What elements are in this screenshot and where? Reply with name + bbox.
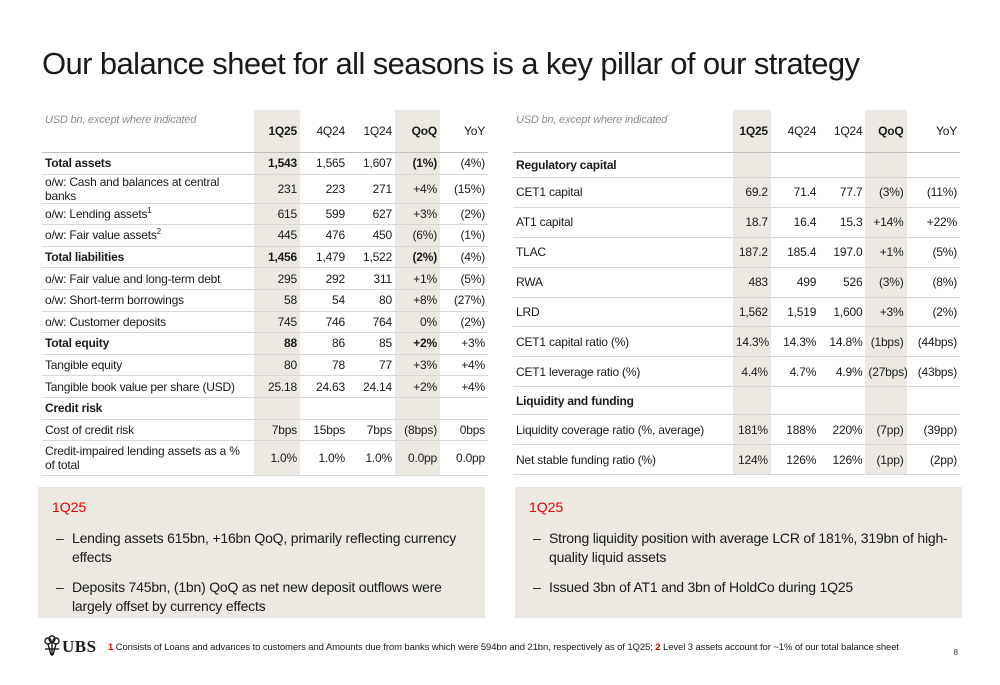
row-label	[513, 445, 733, 475]
section-header-row	[42, 397, 488, 419]
cell-value: 450	[348, 225, 395, 247]
row-label	[513, 267, 733, 297]
commentary-item	[52, 529, 471, 567]
dash-bullet-icon: –	[56, 579, 64, 595]
row-label-text: CET1 capital ratio (%)	[516, 334, 629, 349]
row-label	[42, 289, 254, 311]
commentary-list	[52, 529, 471, 616]
cell-value	[254, 397, 300, 419]
cell-value: 526	[819, 267, 865, 297]
table-row	[513, 267, 960, 297]
cell-value: (11%)	[907, 178, 960, 208]
cell-value: 292	[300, 268, 348, 290]
table-row	[513, 178, 960, 208]
cell-value: +14%	[865, 207, 906, 237]
cell-value: 14.3%	[733, 327, 771, 357]
row-label-text: o/w: Fair value assets	[45, 228, 157, 243]
cell-value: (27bps)	[865, 357, 906, 387]
row-label	[513, 357, 733, 387]
footnotes	[108, 642, 899, 653]
column-header: 1Q24	[363, 124, 392, 138]
cell-value: 271	[348, 174, 395, 203]
footnote-marker: 2	[156, 227, 161, 237]
cell-value: 85	[348, 333, 395, 355]
row-label-text: Cost of credit risk	[45, 422, 134, 437]
cell-value: (2%)	[395, 246, 440, 268]
column-header: 1Q25	[254, 110, 300, 153]
table-row	[42, 441, 488, 476]
cell-value: 1.0%	[348, 441, 395, 476]
cell-value: (5%)	[907, 237, 960, 267]
row-label-text: o/w: Cash and balances at central banks	[45, 174, 220, 203]
commentary-heading: 1Q25	[529, 499, 564, 515]
row-label-text: o/w: Customer deposits	[45, 314, 166, 329]
row-label-text: Net stable funding ratio (%)	[516, 452, 656, 467]
column-header: YoY	[936, 124, 957, 138]
cell-value: 220%	[819, 415, 865, 445]
cell-value: 1.0%	[254, 441, 300, 476]
cell-value: (44bps)	[907, 327, 960, 357]
cell-value: (2pp)	[907, 445, 960, 475]
cell-value: 1,600	[819, 297, 865, 327]
cell-value: 295	[254, 268, 300, 290]
page-title: Our balance sheet for all seasons is a key pillar of our strategy	[42, 46, 860, 81]
footnote-text: Consists of Loans and advances to customers and Amounts due from banks which were 594bn and 21bn, respectively as of 1Q25;	[113, 642, 656, 653]
cell-value: 1.0%	[300, 441, 348, 476]
cell-value	[771, 153, 819, 178]
cell-value: +2%	[395, 376, 440, 398]
table-row	[42, 225, 488, 247]
cell-value: +22%	[907, 207, 960, 237]
cell-value: 1,565	[300, 153, 348, 175]
footnote-marker: 1	[147, 205, 152, 215]
row-label	[513, 327, 733, 357]
row-label	[42, 225, 254, 247]
commentary-text: Lending assets 615bn, +16bn QoQ, primarily reflecting currency effects	[72, 530, 457, 565]
row-label	[42, 397, 254, 419]
table-row	[42, 203, 488, 225]
row-label	[513, 297, 733, 327]
ubs-logo: UBS	[62, 637, 97, 656]
table-row	[42, 311, 488, 333]
row-label-text: Credit-impaired lending assets as a % of total	[45, 444, 240, 473]
dash-bullet-icon: –	[533, 530, 541, 546]
cell-value: 231	[254, 174, 300, 203]
unit-note: USD bn, except where indicated	[45, 114, 197, 126]
table-row	[42, 354, 488, 376]
cell-value: 80	[254, 354, 300, 376]
cell-value: 7bps	[254, 419, 300, 441]
row-label-text: AT1 capital	[516, 215, 573, 230]
cell-value: 4.9%	[819, 357, 865, 387]
row-label-text: CET1 capital	[516, 185, 583, 200]
row-label	[513, 237, 733, 267]
cell-value: 223	[300, 174, 348, 203]
row-label-text: Liquidity coverage ratio (%, average)	[516, 422, 705, 437]
table-row	[513, 297, 960, 327]
row-label-text: o/w: Short-term borrowings	[45, 293, 184, 308]
cell-value: 124%	[733, 445, 771, 475]
row-label-text: o/w: Fair value and long-term debt	[45, 271, 221, 286]
column-header: QoQ	[395, 110, 440, 153]
row-label-text: Regulatory capital	[516, 158, 617, 172]
dash-bullet-icon: –	[56, 530, 64, 546]
cell-value	[771, 387, 819, 415]
row-label	[42, 354, 254, 376]
column-header: 4Q24	[787, 124, 817, 138]
cell-value: 86	[300, 333, 348, 355]
cell-value: +8%	[395, 289, 440, 311]
dash-bullet-icon: –	[533, 579, 541, 595]
cell-value	[300, 397, 348, 419]
table-row	[42, 333, 488, 355]
table-row	[513, 207, 960, 237]
table-row	[42, 419, 488, 441]
cell-value: (27%)	[440, 289, 488, 311]
cell-value: +3%	[440, 333, 488, 355]
table-row	[42, 153, 488, 175]
commentary-heading: 1Q25	[52, 499, 87, 515]
row-label	[42, 419, 254, 441]
section-header-row	[513, 153, 960, 178]
cell-value: 187.2	[733, 237, 771, 267]
cell-value: 1,519	[771, 297, 819, 327]
cell-value: (43bps)	[907, 357, 960, 387]
column-header: 1Q25	[733, 110, 771, 153]
cell-value: (8bps)	[395, 419, 440, 441]
cell-value: (3%)	[865, 267, 906, 297]
cell-value	[348, 397, 395, 419]
cell-value: +1%	[865, 237, 906, 267]
cell-value: +1%	[395, 268, 440, 290]
row-label-text: o/w: Lending assets	[45, 206, 148, 221]
cell-value: (7pp)	[865, 415, 906, 445]
cell-value: 58	[254, 289, 300, 311]
commentary-text: Issued 3bn of AT1 and 3bn of HoldCo during 1Q25	[549, 579, 854, 595]
row-label	[42, 311, 254, 333]
row-label-text: RWA	[516, 275, 543, 290]
row-label-text: TLAC	[516, 245, 546, 260]
table-body	[513, 153, 960, 475]
cell-value	[395, 397, 440, 419]
cell-value	[907, 387, 960, 415]
commentary-item	[529, 578, 948, 597]
cell-value: 1,522	[348, 246, 395, 268]
cell-value: 476	[300, 225, 348, 247]
cell-value: (2%)	[907, 297, 960, 327]
cell-value: 24.63	[300, 376, 348, 398]
row-label	[513, 387, 733, 415]
row-label	[42, 246, 254, 268]
cell-value: 77	[348, 354, 395, 376]
cell-value: 15.3	[819, 207, 865, 237]
cell-value	[819, 387, 865, 415]
row-label-text: CET1 leverage ratio (%)	[516, 364, 641, 379]
column-header: QoQ	[865, 110, 906, 153]
row-label	[42, 441, 254, 476]
cell-value: 483	[733, 267, 771, 297]
commentary-text: Strong liquidity position with average LCR of 181%, 319bn of high-quality liquid assets	[549, 530, 948, 565]
row-label	[513, 415, 733, 445]
cell-value: +3%	[395, 354, 440, 376]
cell-value	[733, 153, 771, 178]
row-label-text: Total equity	[45, 336, 110, 351]
capital-liquidity-table	[513, 110, 960, 475]
cell-value: 14.3%	[771, 327, 819, 357]
row-label-text: Credit risk	[45, 401, 103, 416]
cell-value: 764	[348, 311, 395, 333]
page-number: 8	[953, 648, 958, 657]
cell-value: (1%)	[395, 153, 440, 175]
row-label	[42, 174, 254, 203]
cell-value: +2%	[395, 333, 440, 355]
cell-value: 0bps	[440, 419, 488, 441]
cell-value: 16.4	[771, 207, 819, 237]
cell-value: 80	[348, 289, 395, 311]
row-label-text: Total liabilities	[45, 250, 125, 265]
cell-value: (5%)	[440, 268, 488, 290]
table-header-row	[42, 110, 488, 153]
row-label	[42, 268, 254, 290]
cell-value: 1,607	[348, 153, 395, 175]
commentary-item	[529, 529, 948, 567]
cell-value: (39pp)	[907, 415, 960, 445]
cell-value	[733, 387, 771, 415]
cell-value: 126%	[819, 445, 865, 475]
cell-value	[440, 397, 488, 419]
cell-value: (2%)	[440, 311, 488, 333]
cell-value: 4.7%	[771, 357, 819, 387]
row-label-text: Total assets	[45, 156, 112, 171]
cell-value: 499	[771, 267, 819, 297]
cell-value: 0.0pp	[395, 441, 440, 476]
commentary-text: Deposits 745bn, (1bn) QoQ as net new deposit outflows were largely offset by currency effects	[72, 579, 442, 614]
cell-value: 185.4	[771, 237, 819, 267]
row-label	[42, 333, 254, 355]
commentary-list	[529, 529, 948, 597]
table-row	[513, 445, 960, 475]
cell-value: 311	[348, 268, 395, 290]
cell-value: 7bps	[348, 419, 395, 441]
cell-value: +4%	[440, 354, 488, 376]
cell-value: 0.0pp	[440, 441, 488, 476]
table-row	[42, 246, 488, 268]
cell-value: (4%)	[440, 246, 488, 268]
cell-value: 181%	[733, 415, 771, 445]
cell-value: 88	[254, 333, 300, 355]
row-label	[42, 376, 254, 398]
footnote-number: 1	[108, 642, 114, 653]
cell-value: 627	[348, 203, 395, 225]
footnote-text: Level 3 assets account for ~1% of our total balance sheet	[660, 642, 899, 653]
cell-value: 14.8%	[819, 327, 865, 357]
cell-value: 1,456	[254, 246, 300, 268]
cell-value: (8%)	[907, 267, 960, 297]
cell-value: +3%	[395, 203, 440, 225]
cell-value	[907, 153, 960, 178]
cell-value: 1,479	[300, 246, 348, 268]
cell-value: 15bps	[300, 419, 348, 441]
cell-value: 71.4	[771, 178, 819, 208]
cell-value: 599	[300, 203, 348, 225]
cell-value	[819, 153, 865, 178]
cell-value: 197.0	[819, 237, 865, 267]
cell-value	[865, 387, 906, 415]
unit-note: USD bn, except where indicated	[516, 114, 668, 126]
row-label-text: LRD	[516, 305, 540, 319]
row-label-text: Liquidity and funding	[516, 393, 634, 408]
table-body	[42, 153, 488, 476]
row-label	[513, 207, 733, 237]
cell-value: 54	[300, 289, 348, 311]
commentary-item	[52, 578, 471, 616]
row-label	[42, 153, 254, 175]
table-row	[513, 237, 960, 267]
column-header: 4Q24	[316, 124, 345, 138]
row-label-text: Tangible equity	[45, 358, 123, 373]
cell-value: 4.4%	[733, 357, 771, 387]
cell-value: (2%)	[440, 203, 488, 225]
ubs-keys-icon	[42, 635, 62, 659]
cell-value: (1pp)	[865, 445, 906, 475]
column-header: 1Q24	[833, 124, 863, 138]
cell-value: 24.14	[348, 376, 395, 398]
footnote-number: 2	[655, 642, 661, 653]
row-label	[513, 153, 733, 178]
cell-value: 0%	[395, 311, 440, 333]
cell-value: 188%	[771, 415, 819, 445]
cell-value: 615	[254, 203, 300, 225]
cell-value: +4%	[395, 174, 440, 203]
cell-value	[865, 153, 906, 178]
cell-value: (4%)	[440, 153, 488, 175]
cell-value: 745	[254, 311, 300, 333]
column-header: YoY	[464, 124, 485, 138]
cell-value: (1%)	[440, 225, 488, 247]
cell-value: (15%)	[440, 174, 488, 203]
balance-sheet-table	[42, 110, 488, 476]
table-row	[42, 289, 488, 311]
table-row	[42, 376, 488, 398]
cell-value: 78	[300, 354, 348, 376]
table-row	[513, 415, 960, 445]
table-row	[513, 327, 960, 357]
cell-value: +3%	[865, 297, 906, 327]
cell-value: (6%)	[395, 225, 440, 247]
cell-value: 18.7	[733, 207, 771, 237]
row-label	[42, 203, 254, 225]
commentary-box-right	[515, 487, 962, 618]
table-row	[42, 174, 488, 203]
cell-value: (1bps)	[865, 327, 906, 357]
section-header-row	[513, 387, 960, 415]
cell-value: 746	[300, 311, 348, 333]
cell-value: 25.18	[254, 376, 300, 398]
table-header-row	[513, 110, 960, 153]
commentary-box-left	[38, 487, 485, 618]
cell-value: 77.7	[819, 178, 865, 208]
row-label-text: Tangible book value per share (USD)	[45, 379, 235, 394]
cell-value: 1,562	[733, 297, 771, 327]
cell-value: 445	[254, 225, 300, 247]
cell-value: 69.2	[733, 178, 771, 208]
table-row	[42, 268, 488, 290]
table-row	[513, 357, 960, 387]
row-label	[513, 178, 733, 208]
cell-value: 1,543	[254, 153, 300, 175]
cell-value: +4%	[440, 376, 488, 398]
cell-value: (3%)	[865, 178, 906, 208]
cell-value: 126%	[771, 445, 819, 475]
